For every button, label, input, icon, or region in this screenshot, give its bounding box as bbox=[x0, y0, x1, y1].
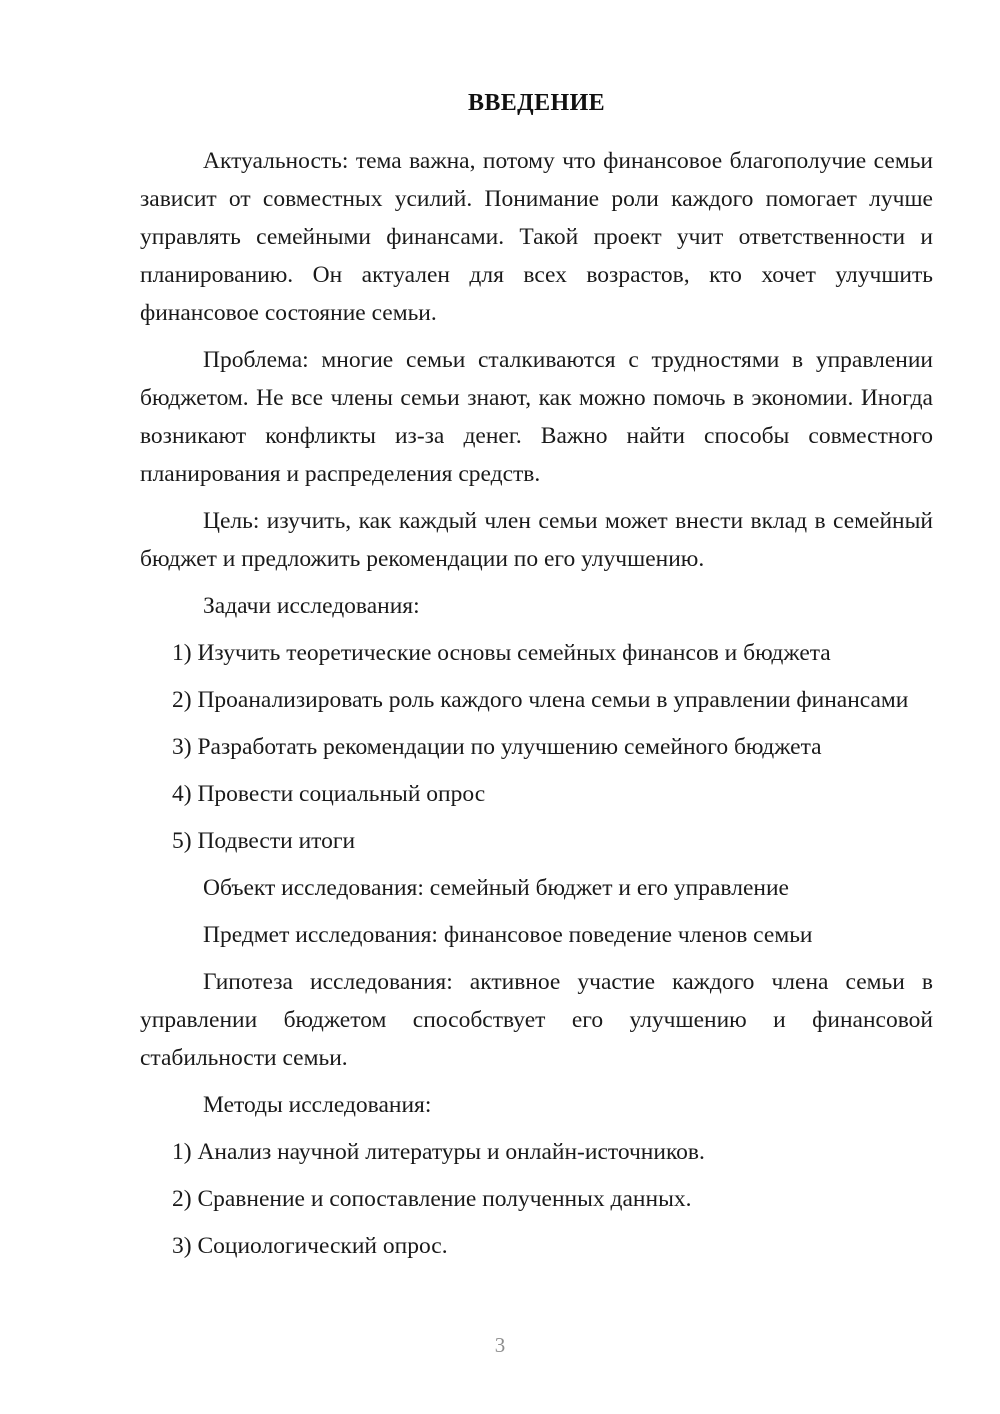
heading-methods: Методы исследования: bbox=[203, 1092, 432, 1118]
list-item: 3) Социологический опрос. bbox=[172, 1233, 448, 1259]
paragraph-relevance: Актуальность: тема важна, потому что финансовое благополучие семьи зависит от совместных усилий. Понимание роли каждого помогает лучше управлять семейными финансами. Такой проект учит ответственности и планированию. Он актуален для всех возрастов, кто хочет улучшить финансовое состояние семьи. bbox=[140, 148, 933, 326]
line-research-object: Объект исследования: семейный бюджет и его управление bbox=[203, 875, 789, 901]
page-number: 3 bbox=[494, 1333, 506, 1357]
list-item: 2) Сравнение и сопоставление полученных данных. bbox=[172, 1186, 692, 1212]
paragraph-goal: Цель: изучить, как каждый член семьи может внести вклад в семейный бюджет и предложить рекомендации по его улучшению. bbox=[140, 508, 933, 572]
paragraph-problem: Проблема: многие семьи сталкиваются с трудностями в управлении бюджетом. Не все члены семьи знают, как можно помочь в экономии. Иногда возникают конфликты из-за денег. Важно найти способы совместного планирования и распределения средств. bbox=[140, 347, 933, 487]
document-content bbox=[140, 88, 933, 1274]
list-item: 1) Анализ научной литературы и онлайн-источников. bbox=[172, 1139, 705, 1165]
list-item: 2) Проанализировать роль каждого члена семьи в управлении финансами bbox=[172, 687, 909, 713]
list-item: 4) Провести социальный опрос bbox=[172, 781, 486, 807]
list-item: 1) Изучить теоретические основы семейных финансов и бюджета bbox=[172, 640, 831, 666]
heading-tasks: Задачи исследования: bbox=[203, 593, 420, 619]
paragraph-hypothesis: Гипотеза исследования: активное участие каждого члена семьи в управлении бюджетом способствует его улучшению и финансовой стабильности семьи. bbox=[140, 969, 933, 1071]
list-item: 3) Разработать рекомендации по улучшению семейного бюджета bbox=[172, 734, 822, 760]
line-research-subject: Предмет исследования: финансовое поведение членов семьи bbox=[203, 922, 813, 948]
list-item: 5) Подвести итоги bbox=[172, 828, 356, 854]
page-title: ВВЕДЕНИЕ bbox=[467, 90, 606, 116]
